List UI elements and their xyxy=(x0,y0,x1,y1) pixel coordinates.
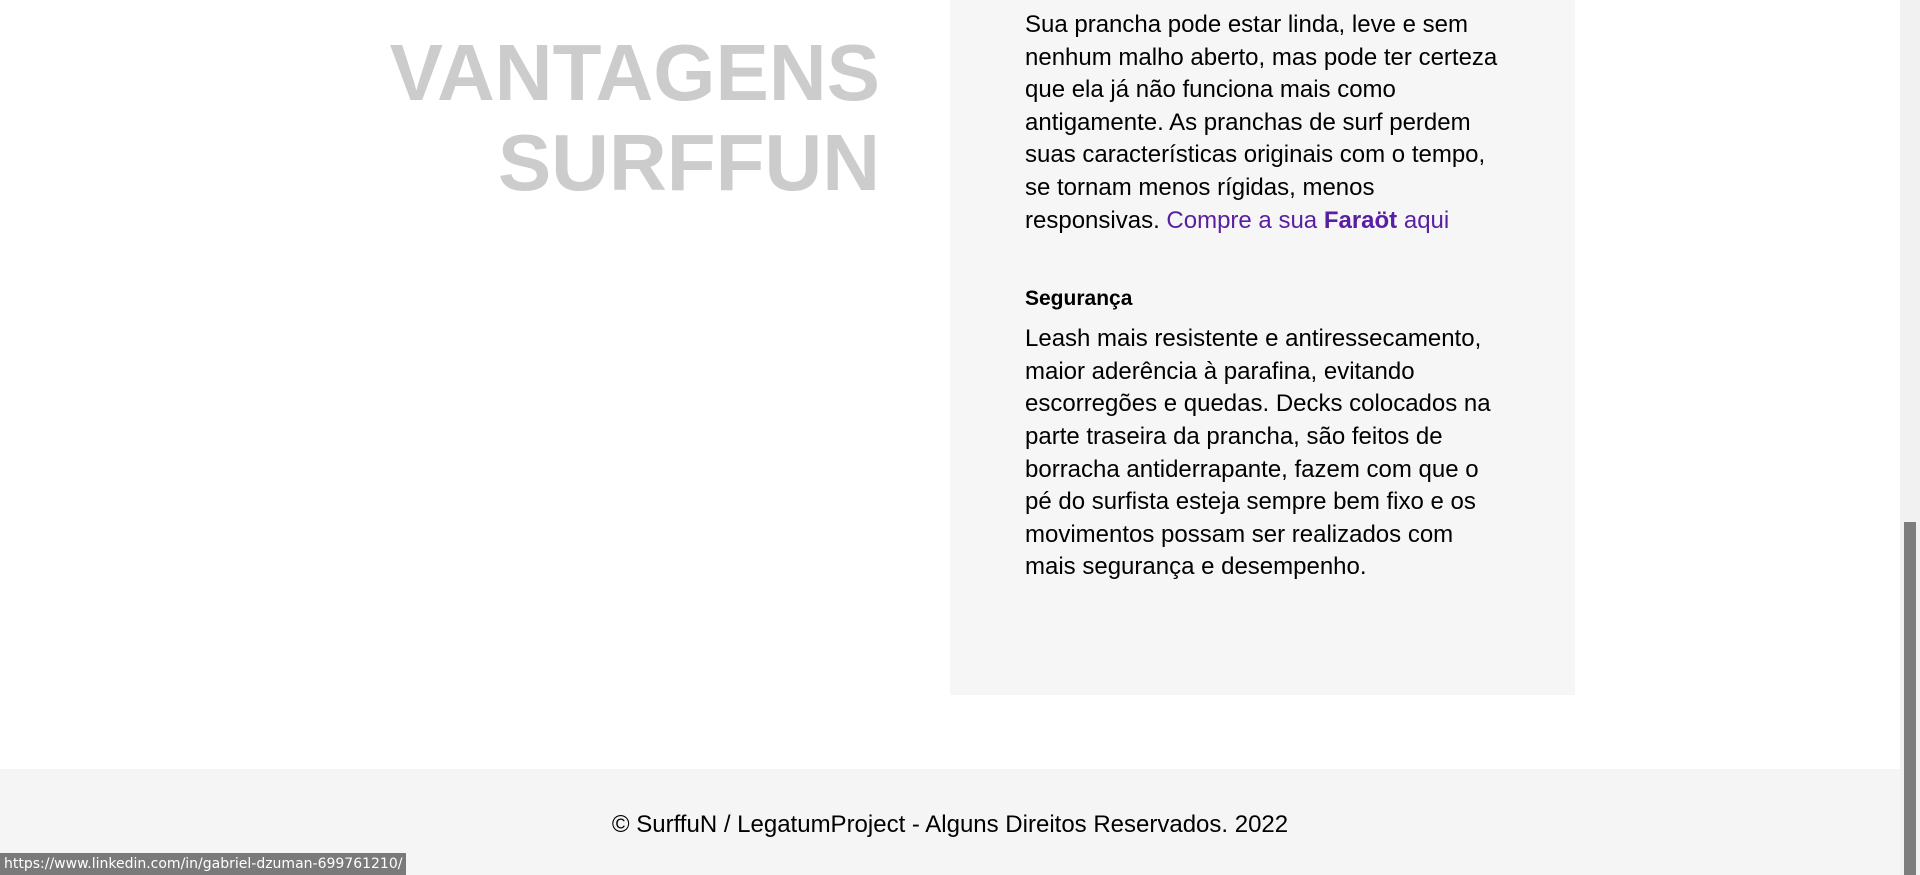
footer-copyright: © SurffuN / LegatumProject - Alguns Direitos Reservados. 2022 xyxy=(611,811,1289,838)
feature-text-safety: Leash mais resistente e antiressecamento, maior aderência à parafina, evitando escorregões e quedas. Decks colocados na parte traseira da prancha, são feitos de borracha antiderrapante, fazem com que o pé do surfista esteja sempre bem fixo e os movimentos possam ser realizados com mais segurança e desempenho. xyxy=(1025,325,1491,581)
buy-link-brand: Faraöt xyxy=(1323,206,1398,234)
advantages-panel xyxy=(950,0,1575,695)
vertical-scrollbar[interactable] xyxy=(1900,0,1920,875)
buy-link-prefix: Compre a sua xyxy=(1166,206,1318,234)
advantage-paragraph xyxy=(1025,9,1505,237)
buy-link-suffix: aqui xyxy=(1403,206,1450,234)
advantages-panel-content xyxy=(1025,9,1505,584)
advantage-paragraph-text: Sua prancha pode estar linda, leve e sem nenhum malho aberto, mas pode ter certeza que ela já não funciona mais como antigamente. As pranchas de surf perdem suas características originais com o tempo, se tornam menos rígidas, menos responsivas. xyxy=(1025,11,1498,234)
section-title xyxy=(320,28,880,208)
feature-heading-safety: Segurança xyxy=(1025,287,1133,311)
status-bar-url: https://www.linkedin.com/in/gabriel-dzuman-699761210/ xyxy=(0,853,406,875)
buy-board-link[interactable] xyxy=(1166,207,1449,234)
scrollbar-thumb[interactable] xyxy=(1904,522,1916,875)
section-title-line-2: SURFFUN xyxy=(497,118,880,207)
section-title-line-1: VANTAGENS xyxy=(389,28,880,117)
